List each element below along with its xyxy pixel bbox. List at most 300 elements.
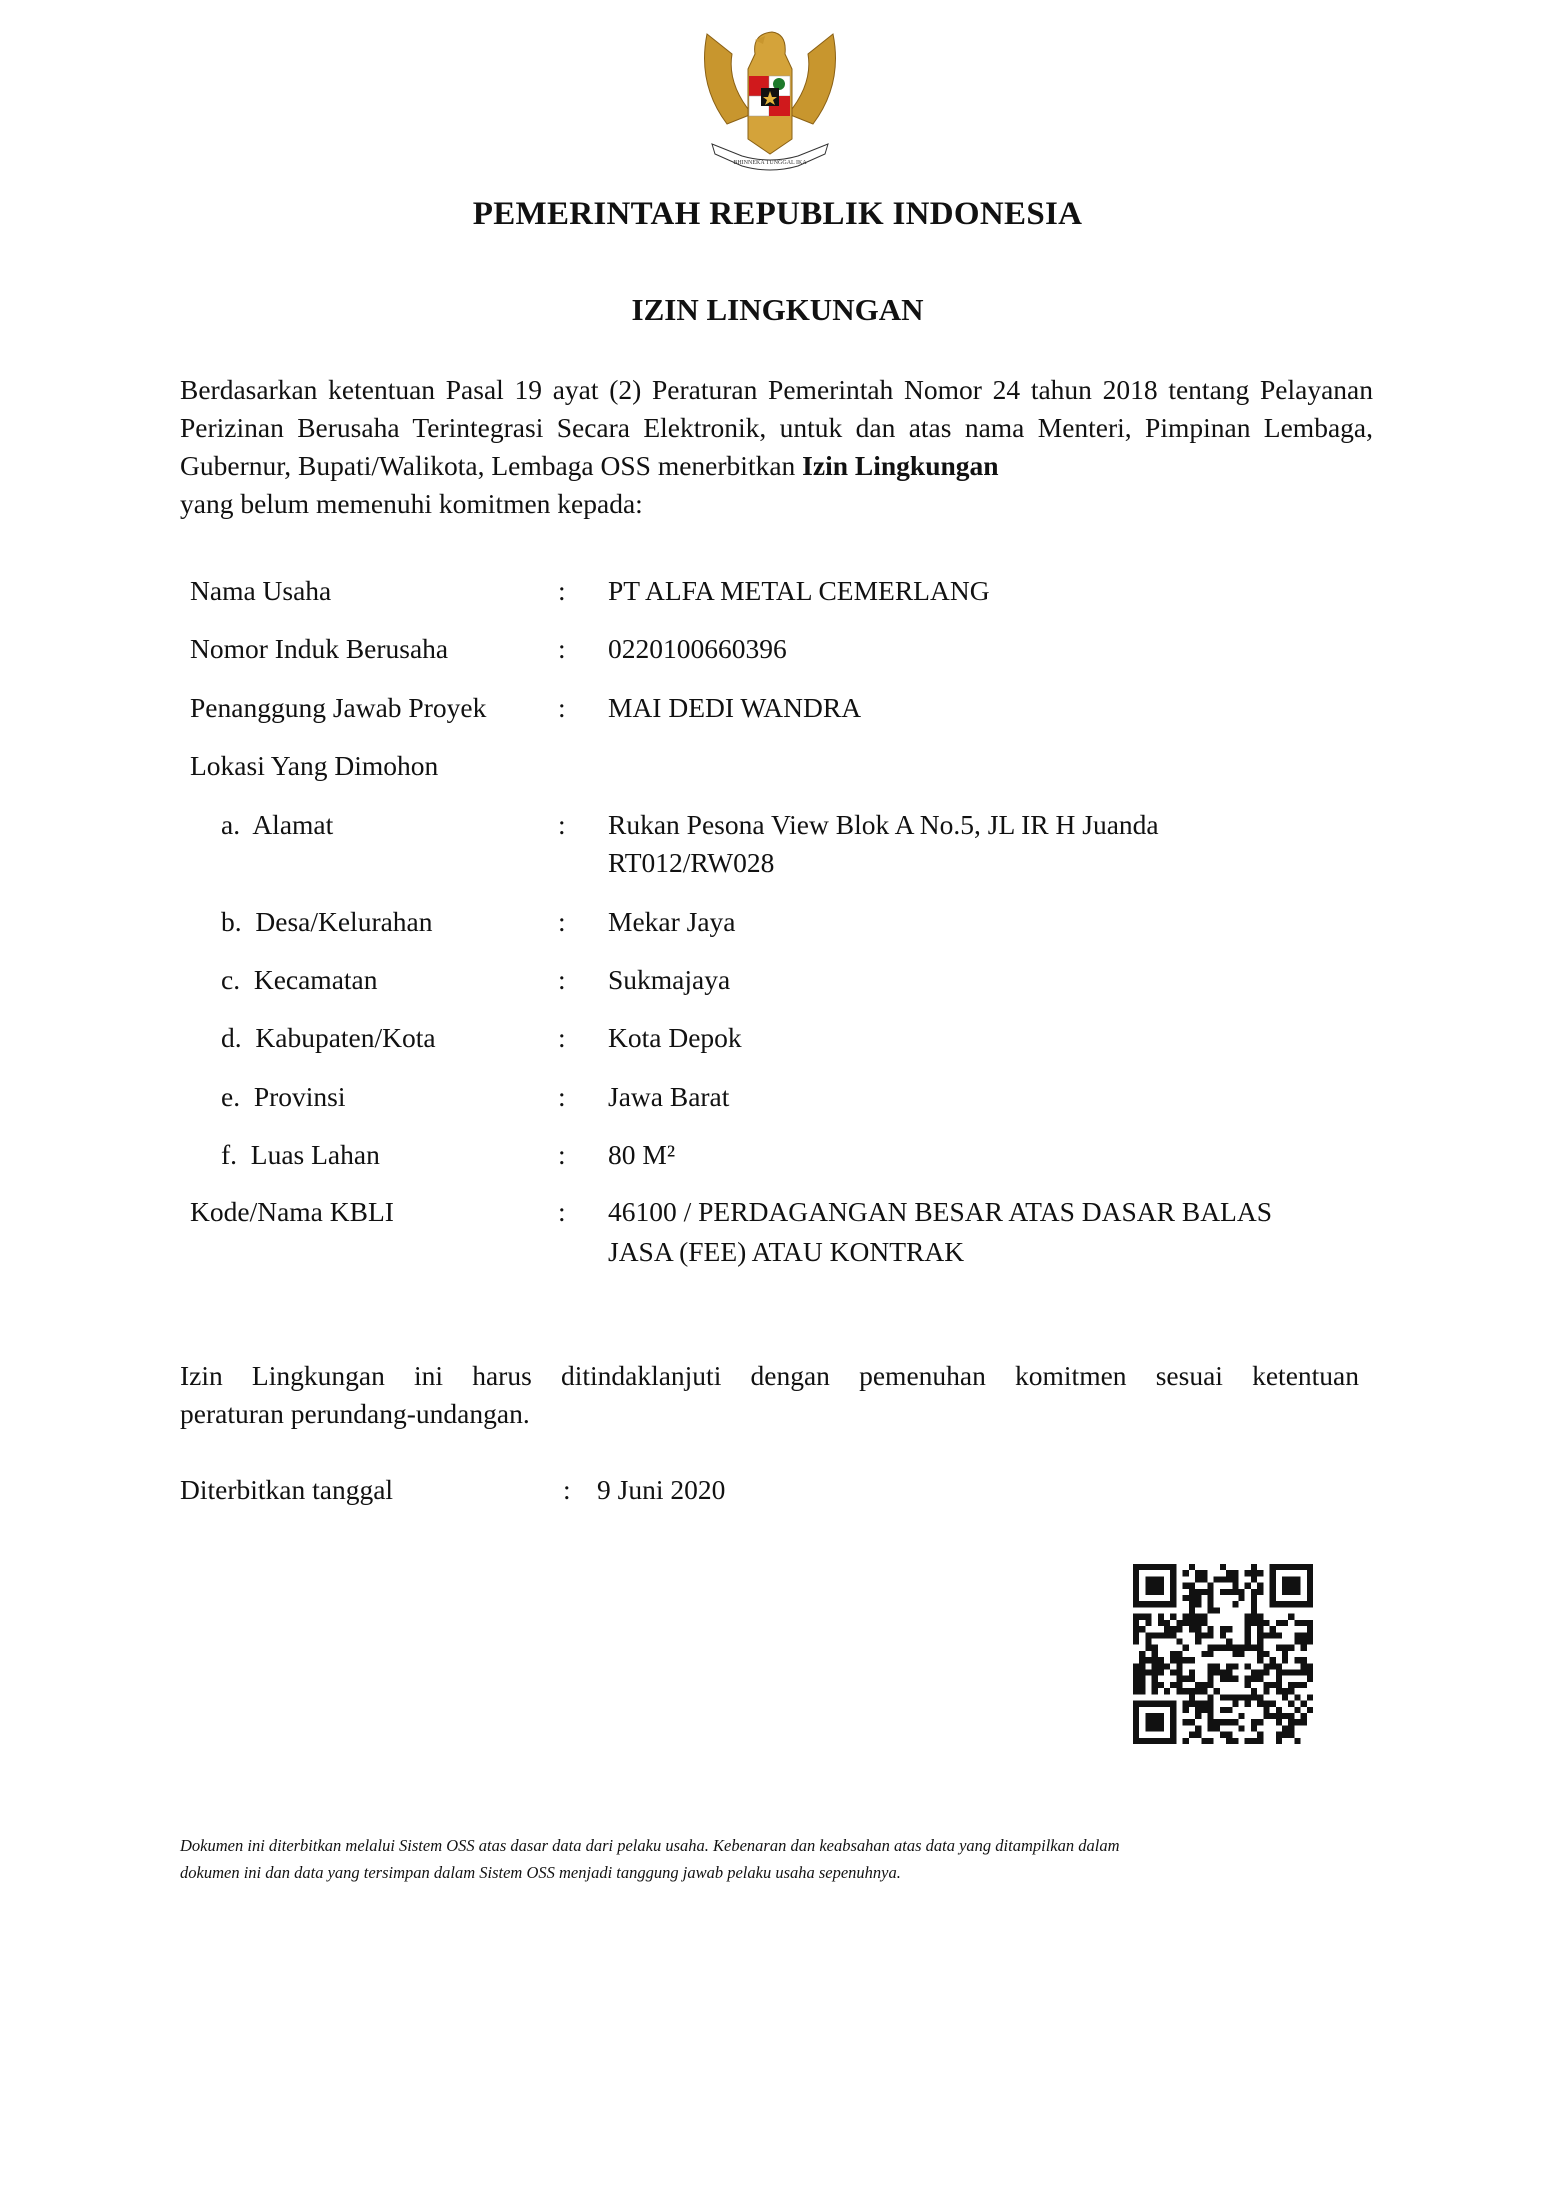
qr-module — [1170, 1564, 1176, 1570]
qr-module — [1152, 1601, 1158, 1607]
government-title: PEMERINTAH REPUBLIK INDONESIA — [472, 196, 1083, 232]
qr-module — [1276, 1688, 1282, 1694]
qr-module — [1263, 1670, 1269, 1676]
qr-module — [1288, 1701, 1294, 1707]
qr-module — [1201, 1589, 1207, 1595]
qr-module — [1139, 1663, 1145, 1669]
qr-module — [1226, 1663, 1232, 1669]
qr-module — [1263, 1620, 1269, 1626]
qr-module — [1139, 1701, 1145, 1707]
qr-module — [1183, 1676, 1189, 1682]
qr-module — [1270, 1626, 1276, 1632]
qr-module — [1152, 1657, 1158, 1663]
qr-module — [1176, 1651, 1182, 1657]
colon: : — [558, 809, 566, 840]
qr-module — [1145, 1601, 1151, 1607]
qr-module — [1158, 1601, 1164, 1607]
qr-module — [1152, 1663, 1158, 1669]
qr-module — [1170, 1701, 1176, 1707]
qr-module — [1201, 1620, 1207, 1626]
qr-module — [1164, 1701, 1170, 1707]
qr-module — [1307, 1670, 1313, 1676]
qr-module — [1251, 1645, 1257, 1651]
qr-module — [1232, 1701, 1238, 1707]
value-luas: 80 M² — [608, 1139, 676, 1170]
qr-module — [1152, 1670, 1158, 1676]
qr-module — [1239, 1651, 1245, 1657]
qr-module — [1276, 1732, 1282, 1738]
qr-module — [1158, 1620, 1164, 1626]
qr-module — [1226, 1570, 1232, 1576]
qr-module — [1189, 1732, 1195, 1738]
qr-module — [1270, 1595, 1276, 1601]
qr-module — [1207, 1719, 1213, 1725]
qr-module — [1232, 1738, 1238, 1744]
qr-module — [1245, 1583, 1251, 1589]
qr-module — [1263, 1701, 1269, 1707]
qr-module — [1232, 1570, 1238, 1576]
label-nama-usaha: Nama Usaha — [190, 575, 332, 606]
qr-module — [1158, 1663, 1164, 1669]
qr-module — [1195, 1626, 1201, 1632]
qr-module — [1307, 1589, 1313, 1595]
qr-module — [1288, 1614, 1294, 1620]
qr-module — [1282, 1645, 1288, 1651]
qr-module — [1176, 1670, 1182, 1676]
qr-module — [1189, 1626, 1195, 1632]
qr-module — [1201, 1651, 1207, 1657]
qr-module — [1152, 1719, 1158, 1725]
qr-module — [1245, 1701, 1251, 1707]
qr-module — [1282, 1725, 1288, 1731]
qr-module — [1232, 1645, 1238, 1651]
qr-module — [1170, 1738, 1176, 1744]
qr-module — [1158, 1589, 1164, 1595]
qr-module — [1232, 1576, 1238, 1582]
qr-module — [1307, 1663, 1313, 1669]
qr-module — [1183, 1688, 1189, 1694]
qr-module — [1270, 1632, 1276, 1638]
qr-module — [1189, 1701, 1195, 1707]
qr-module — [1189, 1607, 1195, 1613]
qr-module — [1189, 1670, 1195, 1676]
qr-module — [1139, 1682, 1145, 1688]
qr-module — [1145, 1564, 1151, 1570]
qr-module — [1276, 1713, 1282, 1719]
qr-module — [1282, 1589, 1288, 1595]
colon: : — [558, 1022, 566, 1053]
qr-module — [1214, 1576, 1220, 1582]
qr-module — [1307, 1564, 1313, 1570]
qr-module — [1282, 1564, 1288, 1570]
qr-module — [1282, 1670, 1288, 1676]
label-alamat: a. Alamat — [221, 809, 334, 840]
value-alamat-2: RT012/RW028 — [608, 847, 775, 878]
label-lokasi: Lokasi Yang Dimohon — [190, 750, 439, 781]
qr-module — [1307, 1638, 1313, 1644]
qr-module — [1195, 1701, 1201, 1707]
qr-module — [1170, 1682, 1176, 1688]
closing-line-1: Izin Lingkungan ini harus ditindaklanjuti dengan pemenuhan komitmen sesuai ketentuan — [180, 1360, 1359, 1391]
qr-module — [1232, 1589, 1238, 1595]
qr-module — [1301, 1670, 1307, 1676]
qr-module — [1195, 1713, 1201, 1719]
qr-module — [1294, 1670, 1300, 1676]
qr-module — [1251, 1738, 1257, 1744]
qr-module — [1245, 1645, 1251, 1651]
label-pj: Penanggung Jawab Proyek — [190, 692, 487, 723]
qr-module — [1201, 1707, 1207, 1713]
qr-module — [1245, 1614, 1251, 1620]
qr-module — [1257, 1738, 1263, 1744]
qr-module — [1288, 1670, 1294, 1676]
qr-module — [1164, 1564, 1170, 1570]
colon: : — [558, 633, 566, 664]
label-kecamatan: c. Kecamatan — [221, 964, 378, 995]
qr-module — [1257, 1657, 1263, 1663]
qr-module — [1152, 1645, 1158, 1651]
qr-module — [1189, 1564, 1195, 1570]
qr-module — [1282, 1583, 1288, 1589]
qr-module — [1170, 1725, 1176, 1731]
qr-module — [1245, 1663, 1251, 1669]
qr-module — [1133, 1713, 1139, 1719]
qr-module — [1133, 1614, 1139, 1620]
qr-module — [1139, 1688, 1145, 1694]
qr-module — [1245, 1676, 1251, 1682]
qr-module — [1307, 1570, 1313, 1576]
qr-module — [1207, 1589, 1213, 1595]
qr-module — [1145, 1638, 1151, 1644]
qr-module — [1170, 1595, 1176, 1601]
qr-module — [1282, 1713, 1288, 1719]
qr-module — [1282, 1694, 1288, 1700]
qr-module — [1239, 1725, 1245, 1731]
qr-module — [1207, 1607, 1213, 1613]
qr-module — [1251, 1589, 1257, 1595]
qr-module — [1164, 1632, 1170, 1638]
qr-module — [1133, 1732, 1139, 1738]
qr-module — [1282, 1651, 1288, 1657]
qr-module — [1176, 1657, 1182, 1663]
qr-module — [1276, 1620, 1282, 1626]
qr-module — [1133, 1688, 1139, 1694]
qr-module — [1207, 1670, 1213, 1676]
qr-module — [1270, 1564, 1276, 1570]
qr-module — [1152, 1589, 1158, 1595]
qr-module — [1139, 1670, 1145, 1676]
qr-module — [1170, 1657, 1176, 1663]
qr-module — [1170, 1589, 1176, 1595]
qr-module — [1164, 1620, 1170, 1626]
qr-module — [1133, 1676, 1139, 1682]
qr-module — [1183, 1620, 1189, 1626]
qr-module — [1183, 1657, 1189, 1663]
garuda-emblem-icon — [697, 14, 843, 174]
qr-module — [1133, 1576, 1139, 1582]
qr-module — [1207, 1651, 1213, 1657]
qr-module — [1294, 1694, 1300, 1700]
qr-module — [1251, 1607, 1257, 1613]
qr-module — [1257, 1632, 1263, 1638]
qr-module — [1288, 1576, 1294, 1582]
qr-module — [1294, 1657, 1300, 1663]
qr-module — [1288, 1725, 1294, 1731]
qr-module — [1301, 1638, 1307, 1644]
qr-module — [1288, 1645, 1294, 1651]
qr-module — [1220, 1589, 1226, 1595]
qr-module — [1145, 1657, 1151, 1663]
qr-module — [1170, 1713, 1176, 1719]
qr-module — [1263, 1707, 1269, 1713]
qr-module — [1139, 1676, 1145, 1682]
qr-module — [1195, 1638, 1201, 1644]
qr-module — [1133, 1570, 1139, 1576]
qr-module — [1232, 1663, 1238, 1669]
footer-disclaimer — [180, 1832, 1360, 1886]
qr-module — [1139, 1651, 1145, 1657]
qr-module — [1220, 1632, 1226, 1638]
qr-module — [1270, 1589, 1276, 1595]
qr-module — [1245, 1632, 1251, 1638]
qr-module — [1301, 1632, 1307, 1638]
qr-module — [1245, 1626, 1251, 1632]
qr-module — [1220, 1670, 1226, 1676]
qr-module — [1201, 1738, 1207, 1744]
qr-module — [1207, 1595, 1213, 1601]
qr-module — [1251, 1601, 1257, 1607]
qr-module — [1183, 1583, 1189, 1589]
intro-text: Berdasarkan ketentuan Pasal 19 ayat (2) Peraturan Pemerintah Nomor 24 tahun 2018 tentang Pelayanan Perizinan Berusaha Terintegrasi Secara Elektronik, untuk dan atas nama Menteri, Pimpinan Lembaga, Gubernur, Bupati/Walikota, Lembaga OSS menerbitkan — [180, 374, 1373, 481]
qr-module — [1201, 1682, 1207, 1688]
qr-module — [1226, 1676, 1232, 1682]
qr-module — [1307, 1632, 1313, 1638]
qr-module — [1133, 1725, 1139, 1731]
qr-module — [1170, 1632, 1176, 1638]
qr-module — [1195, 1732, 1201, 1738]
qr-module — [1170, 1651, 1176, 1657]
colon: : — [558, 1081, 566, 1112]
qr-module — [1257, 1626, 1263, 1632]
qr-module — [1158, 1632, 1164, 1638]
qr-module — [1176, 1626, 1182, 1632]
qr-module — [1207, 1713, 1213, 1719]
qr-module — [1158, 1682, 1164, 1688]
qr-module — [1288, 1682, 1294, 1688]
qr-module — [1257, 1620, 1263, 1626]
qr-module — [1139, 1614, 1145, 1620]
qr-module — [1245, 1620, 1251, 1626]
value-kota: Kota Depok — [608, 1022, 742, 1053]
qr-module — [1145, 1725, 1151, 1731]
qr-module — [1176, 1682, 1182, 1688]
intro-paragraph — [180, 371, 1373, 523]
qr-module — [1276, 1601, 1282, 1607]
qr-module — [1307, 1576, 1313, 1582]
qr-module — [1288, 1601, 1294, 1607]
qr-module — [1214, 1725, 1220, 1731]
qr-module — [1170, 1583, 1176, 1589]
qr-module — [1294, 1589, 1300, 1595]
qr-module — [1170, 1719, 1176, 1725]
qr-module — [1294, 1707, 1300, 1713]
qr-module — [1307, 1676, 1313, 1682]
qr-module — [1257, 1638, 1263, 1644]
qr-module — [1145, 1719, 1151, 1725]
qr-module — [1257, 1570, 1263, 1576]
qr-module — [1220, 1694, 1226, 1700]
qr-module — [1195, 1570, 1201, 1576]
qr-module — [1158, 1564, 1164, 1570]
qr-module — [1176, 1638, 1182, 1644]
qr-module — [1133, 1682, 1139, 1688]
qr-module — [1207, 1707, 1213, 1713]
qr-module — [1226, 1626, 1232, 1632]
qr-module — [1263, 1651, 1269, 1657]
qr-module — [1251, 1676, 1257, 1682]
qr-module — [1195, 1589, 1201, 1595]
qr-module — [1145, 1738, 1151, 1744]
qr-module — [1183, 1701, 1189, 1707]
qr-module — [1183, 1719, 1189, 1725]
qr-module — [1301, 1701, 1307, 1707]
qr-module — [1220, 1719, 1226, 1725]
qr-module — [1282, 1576, 1288, 1582]
colon: : — [558, 1139, 566, 1170]
qr-module — [1133, 1670, 1139, 1676]
qr-module — [1158, 1614, 1164, 1620]
qr-module — [1170, 1601, 1176, 1607]
qr-module — [1226, 1732, 1232, 1738]
qr-module — [1158, 1670, 1164, 1676]
qr-module — [1232, 1583, 1238, 1589]
qr-module — [1220, 1732, 1226, 1738]
qr-module — [1207, 1645, 1213, 1651]
qr-module — [1220, 1576, 1226, 1582]
qr-module — [1195, 1688, 1201, 1694]
qr-module — [1189, 1719, 1195, 1725]
qr-module — [1164, 1663, 1170, 1669]
qr-module — [1270, 1682, 1276, 1688]
qr-module — [1294, 1719, 1300, 1725]
qr-module — [1263, 1663, 1269, 1669]
qr-module — [1251, 1719, 1257, 1725]
qr-module — [1145, 1576, 1151, 1582]
qr-module — [1301, 1713, 1307, 1719]
qr-module — [1220, 1676, 1226, 1682]
qr-module — [1282, 1620, 1288, 1626]
qr-module — [1294, 1738, 1300, 1744]
qr-module — [1226, 1738, 1232, 1744]
qr-module — [1263, 1632, 1269, 1638]
qr-module — [1133, 1589, 1139, 1595]
qr-module — [1195, 1614, 1201, 1620]
qr-module — [1288, 1719, 1294, 1725]
colon: : — [558, 1196, 566, 1227]
qr-module — [1270, 1570, 1276, 1576]
qr-module — [1133, 1738, 1139, 1744]
qr-module — [1257, 1651, 1263, 1657]
qr-module — [1170, 1670, 1176, 1676]
qr-module — [1164, 1688, 1170, 1694]
qr-module — [1239, 1595, 1245, 1601]
qr-module — [1207, 1694, 1213, 1700]
qr-module — [1176, 1688, 1182, 1694]
qr-module — [1207, 1738, 1213, 1744]
qr-module — [1288, 1564, 1294, 1570]
qr-module — [1257, 1701, 1263, 1707]
qr-code-icon — [1133, 1564, 1313, 1744]
qr-module — [1251, 1670, 1257, 1676]
qr-module — [1214, 1670, 1220, 1676]
qr-module — [1170, 1614, 1176, 1620]
qr-module — [1195, 1601, 1201, 1607]
qr-module — [1152, 1576, 1158, 1582]
qr-module — [1152, 1738, 1158, 1744]
qr-module — [1183, 1707, 1189, 1713]
qr-module — [1170, 1570, 1176, 1576]
qr-module — [1145, 1645, 1151, 1651]
qr-module — [1152, 1564, 1158, 1570]
qr-module — [1145, 1713, 1151, 1719]
qr-module — [1282, 1732, 1288, 1738]
qr-module — [1207, 1626, 1213, 1632]
qr-module — [1257, 1676, 1263, 1682]
qr-module — [1245, 1738, 1251, 1744]
qr-module — [1239, 1694, 1245, 1700]
qr-module — [1201, 1632, 1207, 1638]
qr-module — [1276, 1738, 1282, 1744]
value-nama-usaha: PT ALFA METAL CEMERLANG — [608, 575, 990, 606]
qr-module — [1226, 1694, 1232, 1700]
qr-module — [1226, 1707, 1232, 1713]
qr-module — [1276, 1645, 1282, 1651]
qr-module — [1307, 1626, 1313, 1632]
qr-module — [1139, 1564, 1145, 1570]
qr-module — [1139, 1601, 1145, 1607]
closing-line-2: peraturan perundang-undangan. — [180, 1398, 530, 1429]
qr-module — [1226, 1589, 1232, 1595]
colon: : — [558, 575, 566, 606]
qr-module — [1189, 1694, 1195, 1700]
qr-module — [1301, 1719, 1307, 1725]
qr-module — [1133, 1719, 1139, 1725]
footer-line-1: Dokumen ini diterbitkan melalui Sistem OSS atas dasar data dari pelaku usaha. Kebenaran dan keabsahan atas data yang ditampilkan dalam — [180, 1836, 1120, 1855]
qr-module — [1214, 1663, 1220, 1669]
qr-module — [1189, 1583, 1195, 1589]
qr-module — [1251, 1595, 1257, 1601]
qr-module — [1133, 1595, 1139, 1601]
qr-module — [1301, 1663, 1307, 1669]
qr-module — [1145, 1701, 1151, 1707]
qr-module — [1307, 1583, 1313, 1589]
qr-module — [1288, 1732, 1294, 1738]
qr-module — [1183, 1645, 1189, 1651]
qr-module — [1245, 1682, 1251, 1688]
qr-module — [1239, 1713, 1245, 1719]
qr-module — [1307, 1620, 1313, 1626]
qr-module — [1251, 1694, 1257, 1700]
qr-module — [1201, 1701, 1207, 1707]
qr-module — [1301, 1564, 1307, 1570]
qr-module — [1220, 1564, 1226, 1570]
value-kecamatan: Sukmajaya — [608, 964, 731, 995]
value-provinsi: Jawa Barat — [608, 1081, 730, 1112]
qr-module — [1164, 1626, 1170, 1632]
footer-line-2: dokumen ini dan data yang tersimpan dalam Sistem OSS menjadi tanggung jawab pelaku usaha sepenuhnya. — [180, 1863, 901, 1882]
qr-module — [1189, 1620, 1195, 1626]
label-kota: d. Kabupaten/Kota — [221, 1022, 436, 1053]
